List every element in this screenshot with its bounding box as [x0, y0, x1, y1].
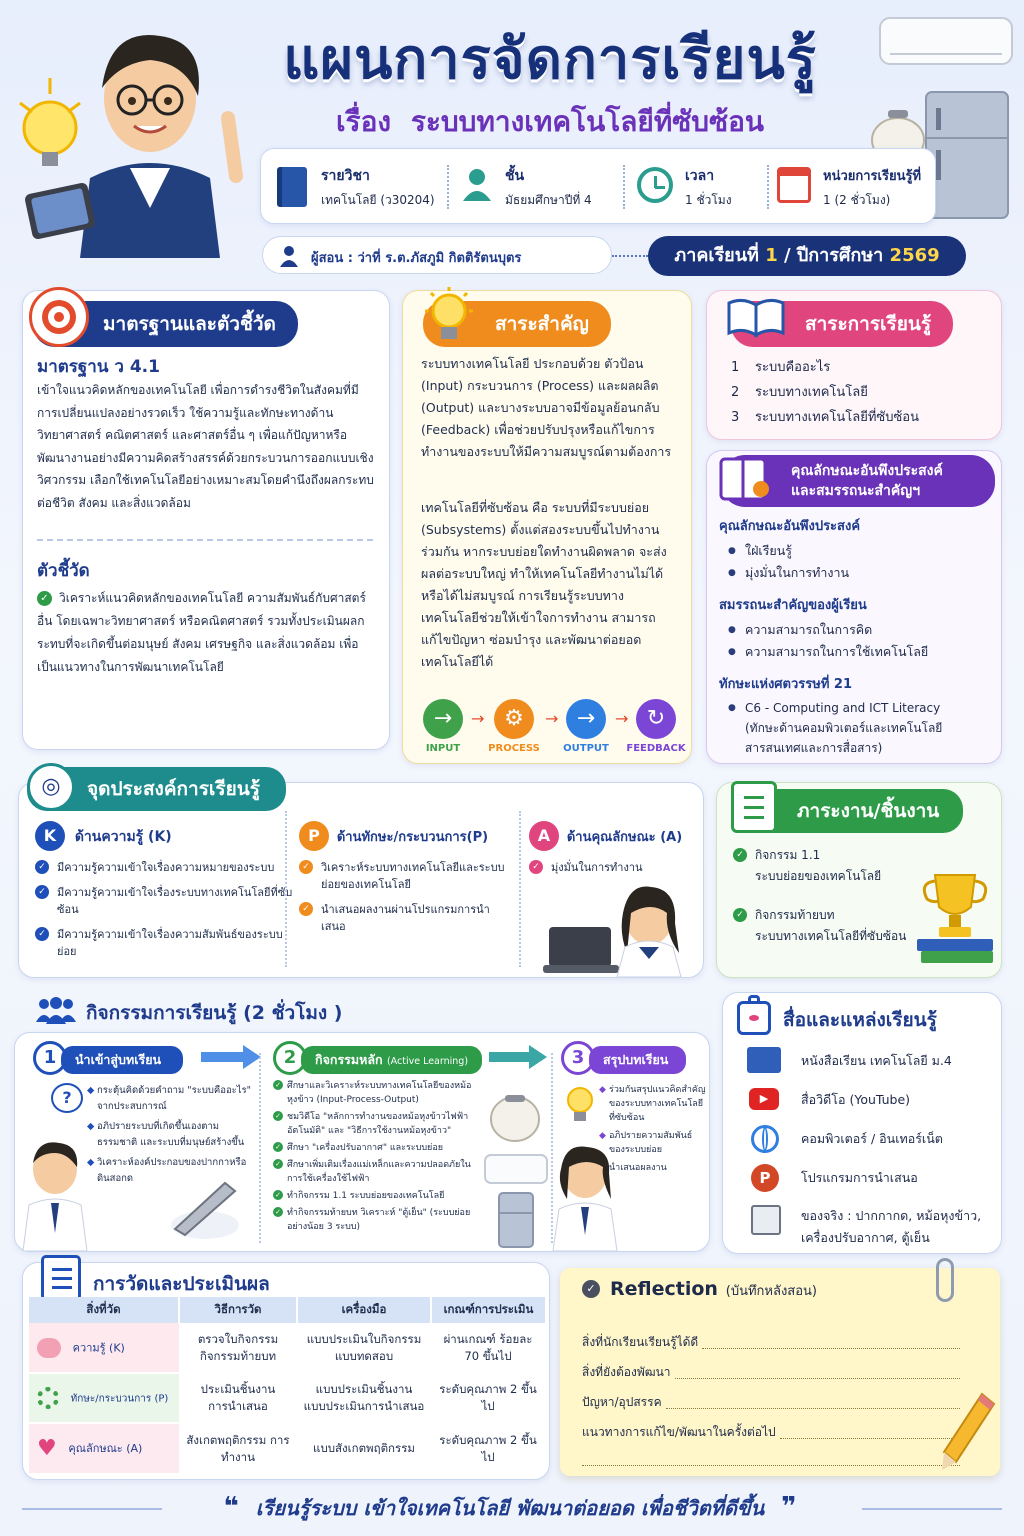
p-badge: P: [299, 821, 329, 851]
list-item: ของจริง : ปากกากด, หม้อหุงข้าว, เครื่องปรับอากาศ, ตู้เย็น: [747, 1203, 999, 1247]
essence-title: สาระสำคัญ: [423, 301, 611, 347]
column-header: เครื่องมือ: [297, 1297, 431, 1323]
youtube-icon: ▶: [749, 1088, 779, 1110]
teacher-illustration: [10, 8, 250, 258]
list-item: P โปรแกรมการนำเสนอ: [747, 1164, 999, 1203]
students-icon: [461, 167, 493, 203]
ipo-flow: [411, 699, 687, 759]
subtitle-topic: ระบบทางเทคโนโลยีที่ซับซ้อน: [410, 105, 765, 138]
list-item: ✓ ชมวิดีโอ "หลักการทำงานของหม้อหุงข้าวไฟฟ้าอัตโนมัติ" และ "วิธีการใช้งานหม้อหุงข้าว": [273, 1110, 481, 1138]
list-item: นำเสนอผลงาน: [609, 1163, 667, 1173]
checkbox-icon: ✓: [582, 1280, 600, 1298]
textbook-icon: [747, 1047, 781, 1073]
assessment-table: [29, 1297, 545, 1473]
media-bag-icon: [737, 1001, 771, 1035]
trophy-icon: [913, 869, 997, 969]
flow-label: FEEDBACK: [626, 743, 686, 754]
flow-label: OUTPUT: [563, 743, 609, 754]
semester-term: 1: [765, 245, 778, 266]
objective-k: [35, 821, 293, 968]
heart-icon: ♥: [37, 1436, 57, 1461]
divider: [37, 539, 373, 541]
process-icon: ⚙: [494, 699, 534, 739]
info-label: หน่วยการเรียนรู้ที่: [823, 169, 922, 184]
p-title: ด้านทักษะ/กระบวนการ(P): [336, 830, 489, 845]
indicator-heading: ตัวชี้วัด: [37, 561, 90, 581]
a-header: [529, 821, 701, 853]
standard-heading: มาตรฐาน ว 4.1: [37, 357, 160, 377]
info-label: เวลา: [685, 168, 715, 184]
a-badge: A: [529, 821, 559, 851]
activities-title: กิจกรรมการเรียนรู้ (2 ชั่วโมง ): [86, 1002, 343, 1024]
gear-icon: [37, 1387, 59, 1409]
reflection-line: สิ่งที่ยังต้องพัฒนา: [582, 1352, 960, 1382]
media-card: [722, 992, 1002, 1254]
info-item-grade: [461, 163, 621, 213]
assessment-title: การวัดและประเมินผล: [93, 1273, 270, 1295]
info-item-unit: [777, 163, 933, 213]
k-badge: K: [35, 821, 65, 851]
step-1-header: 1 นำเข้าสู่บทเรียน: [33, 1041, 257, 1075]
target-arrow-icon: ◎: [27, 763, 75, 811]
flow-label: INPUT: [425, 743, 461, 754]
check-icon: ✓: [37, 591, 52, 606]
divider: [259, 1053, 261, 1243]
content-list: [731, 355, 991, 430]
flow-process: [481, 699, 547, 754]
teacher-name: ผู้สอน : ว่าที่ ร.ต.ภัสภูมิ กิตติรัตนบุตร: [311, 251, 522, 266]
traits-title: คุณลักษณะอันพึงประสงค์ และสมรรถนะสำคัญฯ: [721, 455, 995, 507]
flow-arrow: →: [615, 709, 629, 728]
list-item: 3 ระบบทางเทคโนโลยีที่ซับซ้อน: [731, 410, 919, 425]
list-item: ✓ ศึกษาและวิเคราะห์ระบบทางเทคโนโลยีของหม้อหุงข้าว (Input-Process-Output): [273, 1079, 481, 1107]
table-row: ♥ คุณลักษณะ (A) สังเกตพฤติกรรม การทำงาน แบบสังเกตพฤติกรรม ระดับคุณภาพ 2 ขึ้นไป: [29, 1423, 545, 1473]
clipboard-icon: [731, 781, 777, 833]
column-header: วิธีการวัด: [179, 1297, 297, 1323]
connector-line: [612, 255, 648, 257]
student-laptop-illustration: [539, 883, 699, 977]
question-bubble-icon: ?: [51, 1083, 83, 1113]
list-item: ● ความสามารถในการคิด: [725, 619, 995, 641]
info-value: 1 ชั่วโมง: [685, 193, 732, 207]
page-title: แผนการจัดการเรียนรู้: [283, 27, 817, 92]
divider: [285, 811, 287, 967]
lightbulb-small-icon: [563, 1085, 597, 1125]
assessment-card: [22, 1262, 550, 1480]
group-icon: [36, 996, 76, 1024]
flow-label: PROCESS: [488, 743, 540, 754]
reflection-note: [560, 1268, 1000, 1476]
student-boy-illustration: [15, 1133, 95, 1251]
step-1-list: [87, 1083, 257, 1187]
list-item: ✓ มีความรู้ความเข้าใจเรื่องความหมายของระบบ: [35, 859, 293, 876]
reflection-line: สิ่งที่นักเรียนเรียนรู้ได้ดี: [582, 1322, 960, 1352]
k-header: [35, 821, 293, 853]
standard-text: เข้าใจแนวคิดหลักของเทคโนโลยี เพื่อการดำรงชีวิตในสังคมที่มีการเปลี่ยนแปลงอย่างรวดเร็ว ใช้ความรู้และทักษะทางด้านวิทยาศาสตร์ คณิตศาสตร์ และศาสตร์อื่น ๆ เพื่อแก้ปัญหาหรือพัฒนางานอย่างมีความคิดสร้างสรรค์ด้วยกระบวนการออกแบบเชิงวิศวกรรม เลือกใช้เทคโนโลยีอย่างเหมาะสมโดยคำนึงถึงผลกระทบต่อชีวิต สังคม และสิ่งแวดล้อม: [37, 383, 374, 510]
paperclip-icon: [936, 1258, 954, 1302]
column-header: สิ่งที่วัด: [29, 1297, 179, 1323]
circuit-decoration: [862, 1508, 1002, 1510]
traits-card: [706, 450, 1002, 764]
content-title: สาระการเรียนรู้: [731, 301, 953, 347]
info-item-time: [637, 163, 767, 213]
list-item: ✓ นำเสนอผลงานผ่านโปรแกรมการนำเสนอ: [299, 901, 513, 935]
quote-close-icon: ❞: [781, 1492, 797, 1522]
flow-arrow: →: [545, 709, 559, 728]
flow-input: [413, 699, 473, 754]
list-item: ✓ มีความรู้ความเข้าใจเรื่องความสัมพันธ์ของระบบย่อย: [35, 926, 293, 960]
activities-card: [14, 1032, 710, 1252]
list-item: ◆ ร่วมกันสรุปแนวคิดสำคัญของระบบทางเทคโนโลยีที่ซับซ้อน: [599, 1085, 706, 1123]
input-icon: →: [423, 699, 463, 739]
media-title: สื่อและแหล่งเรียนรู้: [783, 1009, 937, 1031]
traits-section-1: คุณลักษณะอันพึงประสงค์ ● ใฝ่เรียนรู้ ● มุ่งมั่นในการทำงาน สมรรถนะสำคัญของผู้เรียน ● ความสามารถในการคิด ● ความสามารถในการใช้เทคโนโลยี ทักษะแห่งศตวรรษที่ 21 ● C6 - Computing and ICT Literacy (ทักษะด้านคอมพิวเตอร์และเทคโนโลยีสารสนเทศและการสื่อสาร): [719, 515, 995, 758]
list-item: ● มุ่งมั่นในการทำงาน: [725, 562, 995, 584]
list-item: ◆ กระตุ้นคิดด้วยคำถาม "ระบบคืออะไร" จากประสบการณ์: [87, 1085, 252, 1112]
info-value: 1 (2 ชั่วโมง): [823, 193, 891, 207]
arrow-icon: [489, 1045, 547, 1069]
list-item: ✓ มีความรู้ความเข้าใจเรื่องระบบทางเทคโนโลยีที่ซับซ้อน: [35, 884, 293, 918]
list-item: ● ใฝ่เรียนรู้: [725, 540, 995, 562]
lightbulb-icon: [421, 285, 477, 345]
brain-icon: [37, 1338, 61, 1358]
target-icon: [29, 287, 89, 347]
teacher-bar: [262, 236, 612, 274]
list-item: ● C6 - Computing and ICT Literacy (ทักษะด้านคอมพิวเตอร์และเทคโนโลยีสารสนเทศและการสื่อสาร): [725, 698, 995, 758]
semester-year-prefix: ปีการศึกษา: [796, 245, 884, 266]
objectives-title: จุดประสงค์การเรียนรู้: [27, 767, 286, 811]
globe-icon: [751, 1125, 779, 1153]
tasks-card: [716, 782, 1002, 978]
info-bar: [260, 148, 936, 224]
reflection-line: ปัญหา/อุปสรรค: [582, 1382, 960, 1412]
standards-title: มาตรฐานและตัวชี้วัด: [33, 301, 298, 347]
table-row: ความรู้ (K) ตรวจใบกิจกรรม กิจกรรมท้ายบท แบบประเมินใบกิจกรรม แบบทดสอบ ผ่านเกณฑ์ ร้อยละ 70 ขึ้นไป: [29, 1323, 545, 1373]
page-subtitle: [240, 100, 860, 144]
certificate-book-icon: [715, 451, 775, 507]
divider: [447, 165, 449, 209]
a-title: ด้านคุณลักษณะ (A): [566, 830, 683, 845]
essence-card: [402, 290, 692, 764]
appliance-stack-illustration: [481, 1089, 551, 1249]
subtitle-prefix: เรื่อง: [335, 105, 392, 138]
info-value: เทคโนโลยี (ว30204): [321, 193, 435, 207]
step-3-header: 3 สรุปบทเรียน: [561, 1041, 707, 1075]
media-list: [747, 1047, 999, 1247]
divider: [519, 811, 521, 967]
step-2-header: 2 กิจกรรมหลัก (Active Learning): [273, 1041, 543, 1075]
semester-badge: [648, 236, 966, 276]
quote-open-icon: ❝: [223, 1492, 239, 1522]
step-3: [561, 1041, 707, 1075]
pen-icon: [155, 1173, 245, 1243]
open-book-icon: [725, 295, 787, 339]
indicator-text: วิเคราะห์แนวคิดหลักของเทคโนโลยี ความสัมพันธ์กับศาสตร์อื่น โดยเฉพาะวิทยาศาสตร์ หรือคณิตศาสตร์ รวมทั้งประเมินผลกระทบที่จะเกิดขึ้นต่อมนุษย์ สังคม เศรษฐกิจ และสิ่งแวดล้อม เพื่อเป็นแนวทางในการพัฒนาเทคโนโลยี: [37, 591, 366, 674]
footer-quote: ❝ เรียนรู้ระบบ เข้าใจเทคโนโลยี พัฒนาต่อยอด เพื่อชีวิตที่ดีขึ้น ❞: [223, 1492, 797, 1522]
user-icon: [279, 245, 299, 267]
list-item: หนังสือเรียน เทคโนโลยี ม.4: [747, 1047, 999, 1086]
essence-paragraph-2: เทคโนโลยีที่ซับซ้อน คือ ระบบที่มีระบบย่อย (Subsystems) ตั้งแต่สองระบบขึ้นไปทำงานร่วมกัน หากระบบย่อยใดทำงานผิดพลาด จะส่งผลต่อระบบใหญ่ ทำให้เทคโนโลยีทำงานไม่ได้หรือได้ไม่สมบูรณ์ การเรียนรู้ระบบทางเทคโนโลยีช่วยให้เข้าใจการทำงาน สามารถแก้ไขปัญหา ซ่อมบำรุง และพัฒนาต่อยอดเทคโนโลยีได้: [421, 500, 667, 669]
info-label: ชั้น: [505, 168, 525, 184]
list-item: ◆ วิเคราะห์องค์ประกอบของปากกาหรือดินสอกด: [87, 1157, 247, 1184]
student-girl-illustration: [545, 1139, 627, 1251]
k-title: ด้านความรู้ (K): [74, 829, 172, 845]
list-item: ✓ มุ่งมั่นในการทำงาน: [529, 859, 701, 876]
list-item: ✓ ทำกิจกรรมท้ายบท วิเคราะห์ "ตู้เย็น" (ระบบย่อยอย่างน้อย 3 ระบบ): [273, 1206, 481, 1234]
info-value: มัธยมศึกษาปีที่ 4: [505, 193, 592, 207]
reflection-line: แนวทางการแก้ไข/พัฒนาในครั้งต่อไป: [582, 1412, 960, 1442]
checklist-icon: [41, 1255, 81, 1301]
column-header: เกณฑ์การประเมิน: [443, 1302, 534, 1316]
calendar-icon: [777, 167, 811, 203]
list-item: ● ความสามารถในการใช้เทคโนโลยี: [725, 641, 995, 663]
objective-a: [529, 821, 701, 884]
divider: [767, 165, 769, 209]
tasks-list: [733, 845, 933, 947]
objectives-card: [18, 774, 704, 978]
powerpoint-icon: P: [751, 1164, 779, 1192]
tasks-title: ภาระงาน/ชิ้นงาน: [733, 789, 963, 833]
arrow-icon: [201, 1045, 261, 1069]
divider: [623, 165, 625, 209]
list-item: ✓ ศึกษาเพิ่มเติมเรื่องแม่เหล็กและความปลอดภัยในการใช้เครื่องใช้ไฟฟ้า: [273, 1158, 481, 1186]
standards-card: [22, 290, 390, 750]
step-2-list: [273, 1079, 481, 1234]
semester-year: 2569: [889, 245, 940, 266]
content-card: [706, 290, 1002, 440]
list-item: ◆ อภิปรายความสัมพันธ์ของระบบย่อย: [599, 1131, 693, 1155]
flow-feedback: [623, 699, 689, 754]
book-icon: [277, 167, 307, 207]
table-header-row: [29, 1297, 545, 1323]
reflection-line: [582, 1442, 960, 1466]
feedback-icon: ↻: [636, 699, 676, 739]
circuit-decoration: [22, 1508, 162, 1510]
semester-sep: /: [784, 245, 791, 266]
flow-output: [555, 699, 617, 754]
semester-prefix: ภาคเรียนที่: [674, 245, 759, 266]
footer: [0, 1488, 1024, 1532]
essence-paragraph-1: ระบบทางเทคโนโลยี ประกอบด้วย ตัวป้อน (Input) กระบวนการ (Process) และผลผลิต (Output) และบางระบบอาจมีข้อมูลย้อนกลับ (Feedback) เพื่อช่วยปรับปรุงหรือแก้ไขการทำงานของระบบให้มีความสมบูรณ์ตามต้องการ: [421, 356, 672, 459]
info-label: รายวิชา: [321, 168, 370, 184]
reflection-lines: [582, 1322, 960, 1466]
info-item-subject: [277, 163, 447, 213]
list-item: 1 ระบบคืออะไร: [731, 360, 831, 375]
pencil-icon: [938, 1392, 998, 1472]
list-item: ▶ สื่อวิดีโอ (YouTube): [747, 1086, 999, 1125]
list-item: ✓ ศึกษา "เครื่องปรับอากาศ" และระบบย่อย: [273, 1141, 481, 1155]
table-row: ทักษะ/กระบวนการ (P) ประเมินชิ้นงาน การนำเสนอ แบบประเมินชิ้นงาน แบบประเมินการนำเสนอ ระดับคุณภาพ 2 ขึ้นไป: [29, 1373, 545, 1423]
clock-icon: [637, 167, 673, 203]
output-icon: →: [566, 699, 606, 739]
flow-arrow: →: [471, 709, 485, 728]
p-header: [299, 821, 513, 853]
list-item: ✓ วิเคราะห์ระบบทางเทคโนโลยีและระบบย่อยของเทคโนโลยี: [299, 859, 513, 893]
list-item: ✓ กิจกรรม 1.1 ระบบย่อยของเทคโนโลยี: [733, 845, 933, 887]
objective-p: [299, 821, 513, 943]
reflection-title: Reflection (บันทึกหลังสอน): [610, 1278, 818, 1300]
list-item: ✓ ทำกิจกรรม 1.1 ระบบย่อยของเทคโนโลยี: [273, 1189, 481, 1203]
list-item: 2 ระบบทางเทคโนโลยี: [731, 385, 868, 400]
box-icon: [751, 1205, 781, 1235]
list-item: ✓ กิจกรรมท้ายบท ระบบทางเทคโนโลยีที่ซับซ้อน: [733, 905, 933, 947]
list-item: ◆ อภิปรายระบบที่เกิดขึ้นเองตามธรรมชาติ และระบบที่มนุษย์สร้างขึ้น: [87, 1121, 245, 1148]
list-item: คอมพิวเตอร์ / อินเทอร์เน็ต: [747, 1125, 999, 1164]
